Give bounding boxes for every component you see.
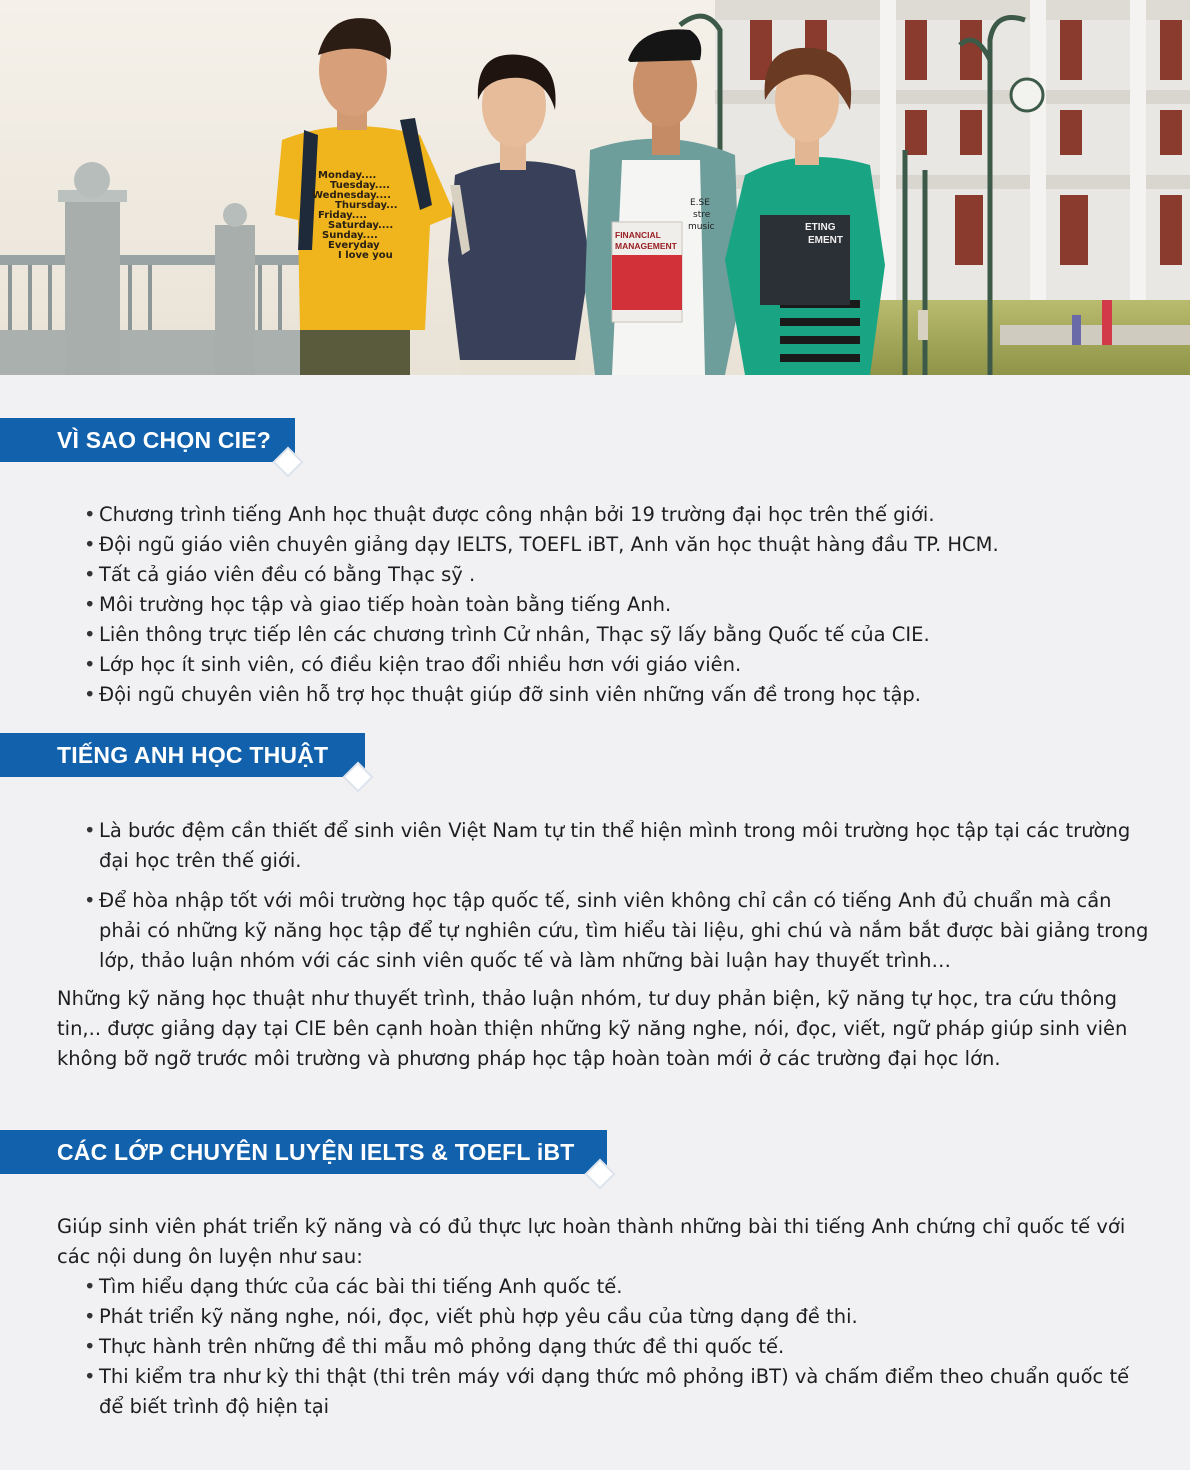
list-item: • Đội ngũ giáo viên chuyên giảng dạy IELTS, TOEFL iBT, Anh văn học thuật hàng đầu TP. HCM. [57, 530, 1157, 560]
tee-text: music [688, 222, 715, 232]
section-body-why-cie [57, 500, 1157, 710]
list-item: • Thực hành trên những đề thi mẫu mô phỏng dạng thức đề thi quốc tế. [57, 1332, 1157, 1362]
paragraph: Những kỹ năng học thuật như thuyết trình, thảo luận nhóm, tư duy phản biện, kỹ năng tự học, tra cứu thông tin,.. được giảng dạy tại CIE bên cạnh hoàn thiện những kỹ năng nghe, nói, đọc, viết, ngữ pháp giúp sinh viên không bỡ ngỡ trước môi trường và phương pháp học tập hoàn toàn mới ở các trường đại học lớn. [57, 987, 1128, 1070]
section-body-ielts-toefl [57, 1212, 1157, 1422]
book-financial-management [612, 222, 682, 322]
shirt-line: Monday.... [318, 170, 377, 181]
shirt-line: I love you [338, 250, 393, 261]
tee-text: E.SE [690, 198, 710, 208]
shirt-line: Sunday.... [322, 230, 378, 241]
diamond-ornament [587, 1161, 612, 1186]
list-item: • Phát triển kỹ năng nghe, nói, đọc, viết phù hợp yêu cầu của từng dạng đề thi. [57, 1302, 1157, 1332]
section-title: CÁC LỚP CHUYÊN LUYỆN IELTS & TOEFL iBT [57, 1139, 575, 1165]
diamond-ornament [275, 449, 300, 474]
list-item: • Tìm hiểu dạng thức của các bài thi tiếng Anh quốc tế. [57, 1272, 1157, 1302]
shirt-line: Everyday [328, 240, 380, 251]
book-label: EMENT [808, 235, 843, 246]
bullet-list [57, 1272, 1157, 1422]
shirt-line: Friday.... [318, 210, 367, 221]
bullet-list [57, 500, 1157, 710]
intro-paragraph: Giúp sinh viên phát triển kỹ năng và có đủ thực lực hoàn thành những bài thi tiếng Anh chứng chỉ quốc tế với các nội dung ôn luyện như sau: [57, 1215, 1126, 1268]
book-label: ETING [805, 222, 836, 233]
book-marketing [760, 215, 850, 305]
list-item: • Liên thông trực tiếp lên các chương trình Cử nhân, Thạc sỹ lấy bằng Quốc tế của CIE. [57, 620, 1157, 650]
list-item: • Môi trường học tập và giao tiếp hoàn toàn bằng tiếng Anh. [57, 590, 1157, 620]
book-label: FINANCIAL [615, 230, 661, 240]
bullet-list [57, 816, 1157, 976]
list-item: • Tất cả giáo viên đều có bằng Thạc sỹ . [57, 560, 1157, 590]
book-label: MANAGEMENT [615, 241, 677, 251]
shirt-line: Saturday.... [328, 220, 394, 231]
list-item: • Thi kiểm tra như kỳ thi thật (thi trên máy với dạng thức mô phỏng iBT) và chấm điểm theo chuẩn quốc tế để biết trình độ hiện tại [57, 1362, 1157, 1422]
list-item: • Lớp học ít sinh viên, có điều kiện trao đổi nhiều hơn với giáo viên. [57, 650, 1157, 680]
section-header-why-cie [0, 418, 295, 462]
shirt-line: Thursday... [335, 200, 398, 211]
tee-text: stre [693, 210, 711, 220]
section-title: TIẾNG ANH HỌC THUẬT [57, 742, 329, 768]
section-title: VÌ SAO CHỌN CIE? [57, 427, 272, 453]
shirt-line: Tuesday.... [330, 180, 390, 191]
section-header-ielts-toefl [0, 1130, 607, 1174]
shirt-line: Wednesday.... [312, 190, 391, 201]
list-item: • Chương trình tiếng Anh học thuật được công nhận bởi 19 trường đại học trên thế giới. [57, 500, 1157, 530]
hero-photo [0, 0, 1190, 375]
section-header-academic-english [0, 733, 365, 777]
diamond-ornament [345, 764, 370, 789]
section-body-academic-english [57, 816, 1157, 1074]
list-item: • Là bước đệm cần thiết để sinh viên Việt Nam tự tin thể hiện mình trong môi trường học tập tại các trường đại học trên thế giới. [57, 816, 1157, 876]
list-item: • Để hòa nhập tốt với môi trường học tập quốc tế, sinh viên không chỉ cần có tiếng Anh đủ chuẩn mà cần phải có những kỹ năng học tập để tự nghiên cứu, tìm hiểu tài liệu, ghi chú và nắm bắt được bài giảng trong lớp, thảo luận nhóm với các sinh viên quốc tế và làm những bài luận hay thuyết trình… [57, 886, 1157, 976]
list-item: • Đội ngũ chuyên viên hỗ trợ học thuật giúp đỡ sinh viên những vấn đề trong học tập. [57, 680, 1157, 710]
